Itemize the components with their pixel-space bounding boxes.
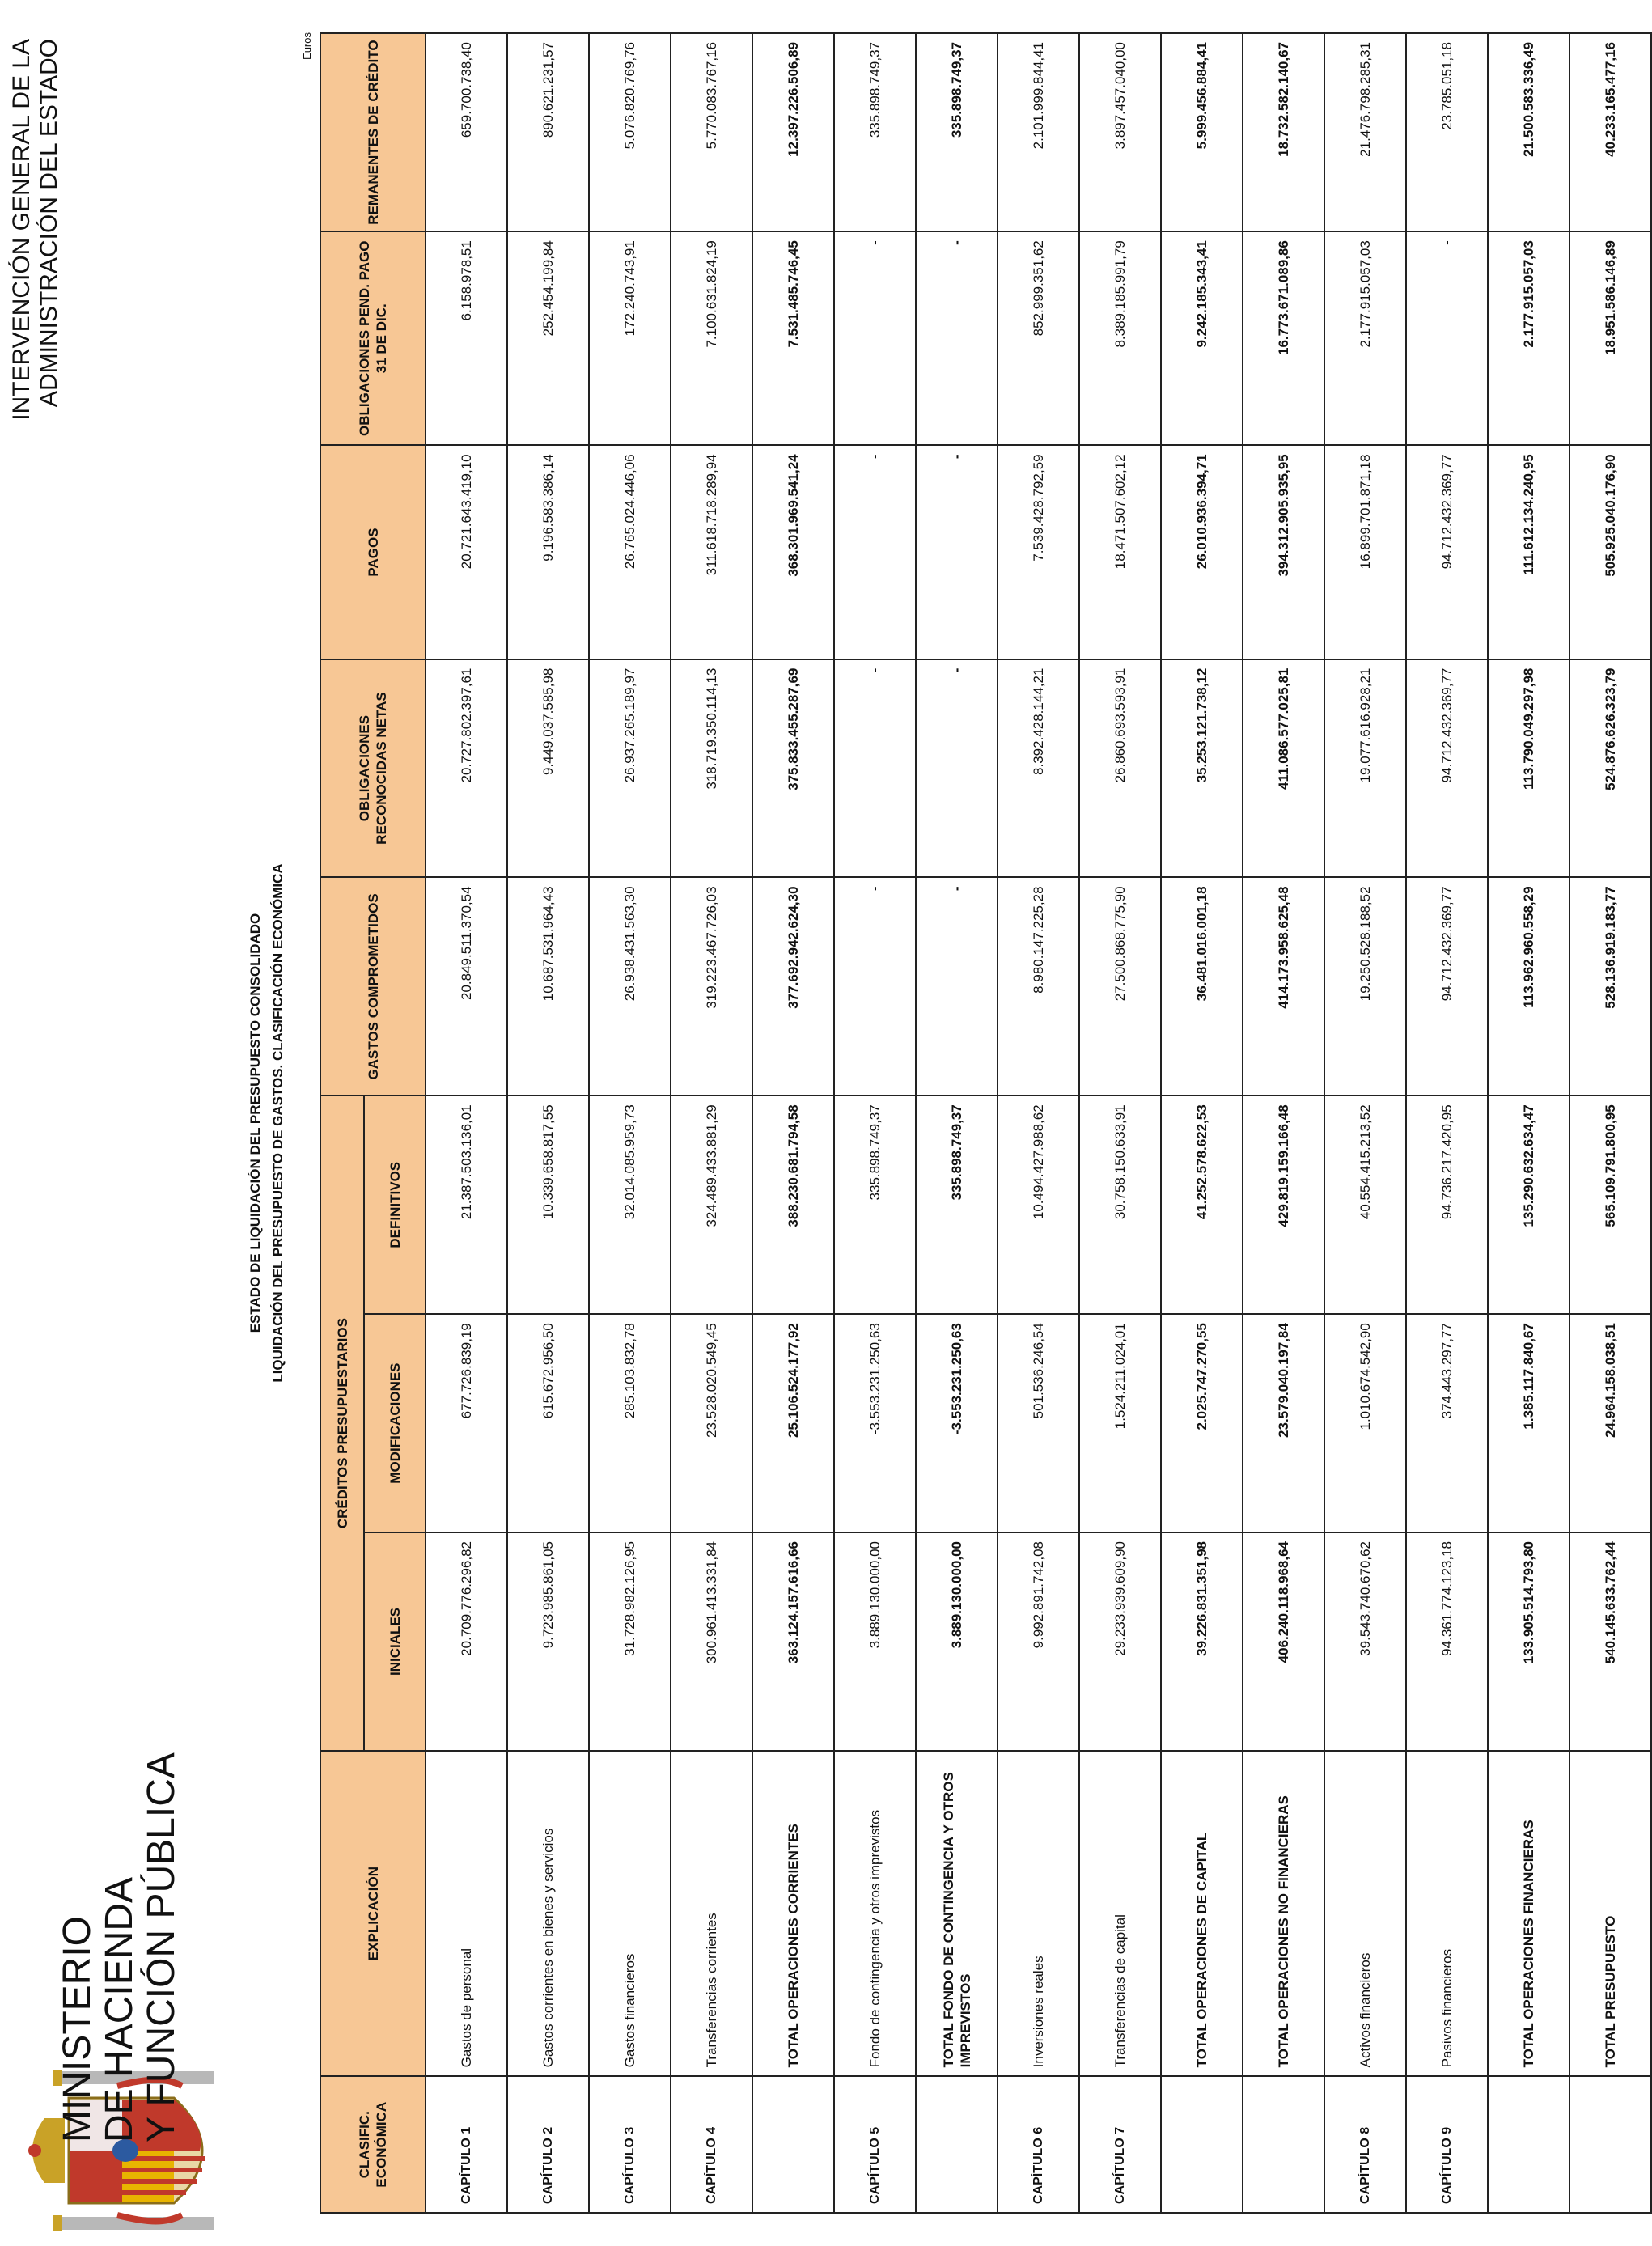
cell-pendientes: 7.100.631.824,19 — [671, 231, 752, 445]
cell-iniciales: 540.145.633.762,44 — [1569, 1532, 1651, 1751]
cell-gastos: 36.481.016.001,18 — [1161, 877, 1243, 1095]
header-modificaciones: MODIFICACIONES — [364, 1314, 426, 1532]
cell-gastos: 19.250.528.188,52 — [1324, 877, 1406, 1095]
cell-iniciales: 20.709.776.296,82 — [426, 1532, 507, 1751]
cell-gastos: 319.223.467.726,03 — [671, 877, 752, 1095]
cell-remanentes: 5.770.083.767,16 — [671, 33, 752, 231]
cell-remanentes: 5.999.456.884,41 — [1161, 33, 1243, 231]
cell-gastos: 20.849.511.370,54 — [426, 877, 507, 1095]
cell-modificaciones: 25.106.524.177,92 — [752, 1314, 834, 1532]
cell-gastos: 94.712.432.369,77 — [1406, 877, 1488, 1095]
cell-pendientes: 16.773.671.089,86 — [1243, 231, 1324, 445]
row-description: TOTAL PRESUPUESTO — [1569, 1751, 1651, 2077]
cell-pendientes: 18.951.586.146,89 — [1569, 231, 1651, 445]
row-description: TOTAL OPERACIONES CORRIENTES — [752, 1751, 834, 2077]
cell-pagos: 311.618.718.289,94 — [671, 445, 752, 659]
cell-pendientes: 9.242.185.343,41 — [1161, 231, 1243, 445]
cell-iniciales: 94.361.774.123,18 — [1406, 1532, 1488, 1751]
cell-iniciales: 39.226.831.351,98 — [1161, 1532, 1243, 1751]
cell-iniciales: 29.233.939.609,90 — [1079, 1532, 1161, 1751]
row-code: CAPÍTULO 6 — [998, 2076, 1079, 2213]
table-total-row — [916, 33, 998, 2213]
row-code: CAPÍTULO 4 — [671, 2076, 752, 2213]
cell-iniciales: 39.543.740.670,62 — [1324, 1532, 1406, 1751]
cell-iniciales: 3.889.130.000,00 — [916, 1532, 998, 1751]
cell-pagos: - — [916, 445, 998, 659]
row-code — [1243, 2076, 1324, 2213]
budget-table — [320, 32, 1652, 2214]
cell-iniciales: 300.961.413.331,84 — [671, 1532, 752, 1751]
cell-modificaciones: 24.964.158.038,51 — [1569, 1314, 1651, 1532]
table-total-row — [1488, 33, 1569, 2213]
cell-pagos: 9.196.583.386,14 — [507, 445, 589, 659]
cell-obligaciones: 318.719.350.114,13 — [671, 659, 752, 878]
cell-remanentes: 5.076.820.769,76 — [589, 33, 671, 231]
header-iniciales: INICIALES — [364, 1532, 426, 1751]
cell-remanentes: 659.700.738,40 — [426, 33, 507, 231]
cell-pagos: - — [834, 445, 916, 659]
cell-pendientes: 6.158.978,51 — [426, 231, 507, 445]
header-explicacion: EXPLICACIÓN — [320, 1751, 426, 2077]
cell-pagos: 18.471.507.602,12 — [1079, 445, 1161, 659]
row-code: CAPÍTULO 9 — [1406, 2076, 1488, 2213]
cell-obligaciones: 20.727.802.397,61 — [426, 659, 507, 878]
cell-obligaciones: 8.392.428.144,21 — [998, 659, 1079, 878]
cell-gastos: - — [916, 877, 998, 1095]
header-pendientes: OBLIGACIONES PEND. PAGO 31 DE DIC. — [320, 231, 426, 445]
cell-gastos: 27.500.868.775,90 — [1079, 877, 1161, 1095]
cell-remanentes: 890.621.231,57 — [507, 33, 589, 231]
cell-remanentes: 2.101.999.844,41 — [998, 33, 1079, 231]
cell-gastos: - — [834, 877, 916, 1095]
cell-pendientes: 852.999.351,62 — [998, 231, 1079, 445]
cell-remanentes: 12.397.226.506,89 — [752, 33, 834, 231]
row-code — [916, 2076, 998, 2213]
cell-modificaciones: 615.672.956,50 — [507, 1314, 589, 1532]
cell-definitivos: 10.339.658.817,55 — [507, 1095, 589, 1314]
cell-definitivos: 32.014.085.959,73 — [589, 1095, 671, 1314]
table-row — [998, 33, 1079, 2213]
cell-obligaciones: 9.449.037.585,98 — [507, 659, 589, 878]
row-description: Gastos de personal — [426, 1751, 507, 2077]
cell-modificaciones: -3.553.231.250,63 — [916, 1314, 998, 1532]
document-subtitle: LIQUIDACIÓN DEL PRESUPUESTO DE GASTOS. CLASIFICACIÓN ECONÓMICA — [270, 863, 286, 1383]
cell-obligaciones: 411.086.577.025,81 — [1243, 659, 1324, 878]
header-definitivos: DEFINITIVOS — [364, 1095, 426, 1314]
cell-pagos: 20.721.643.419,10 — [426, 445, 507, 659]
row-code — [1161, 2076, 1243, 2213]
cell-pendientes: 172.240.743,91 — [589, 231, 671, 445]
cell-pendientes: 252.454.199,84 — [507, 231, 589, 445]
header-creditos: CRÉDITOS PRESUPUESTARIOS — [320, 1095, 364, 1751]
table-total-row — [1569, 33, 1651, 2213]
row-code: CAPÍTULO 7 — [1079, 2076, 1161, 2213]
currency-unit: Euros — [301, 32, 313, 60]
header-clasif: CLASIFIC. ECONÓMICA — [320, 2076, 426, 2213]
table-row — [834, 33, 916, 2213]
header-obligaciones: OBLIGACIONES RECONOCIDAS NETAS — [320, 659, 426, 878]
row-code: CAPÍTULO 2 — [507, 2076, 589, 2213]
table-total-row — [1161, 33, 1243, 2213]
cell-pendientes: 2.177.915.057,03 — [1324, 231, 1406, 445]
cell-iniciales: 9.723.985.861,05 — [507, 1532, 589, 1751]
cell-pendientes: - — [834, 231, 916, 445]
header-gastos: GASTOS COMPROMETIDOS — [320, 877, 426, 1095]
cell-definitivos: 565.109.791.800,95 — [1569, 1095, 1651, 1314]
row-description: Gastos corrientes en bienes y servicios — [507, 1751, 589, 2077]
cell-gastos: 8.980.147.225,28 — [998, 877, 1079, 1095]
cell-obligaciones: 524.876.626.323,79 — [1569, 659, 1651, 878]
agency-name: INTERVENCIÓN GENERAL DE LA ADMINISTRACIÓN DEL ESTADO — [8, 39, 62, 421]
cell-pagos: 394.312.905.935,95 — [1243, 445, 1324, 659]
cell-obligaciones: 94.712.432.369,77 — [1406, 659, 1488, 878]
cell-gastos: 528.136.919.183,77 — [1569, 877, 1651, 1095]
cell-pagos: 26.010.936.394,71 — [1161, 445, 1243, 659]
document-title: ESTADO DE LIQUIDACIÓN DEL PRESUPUESTO CONSOLIDADO — [248, 913, 263, 1333]
ministry-name: MINISTERIO DE HACIENDA Y FUNCIÓN PÚBLICA — [56, 1752, 183, 2142]
row-description: Inversiones reales — [998, 1751, 1079, 2077]
cell-definitivos: 388.230.681.794,58 — [752, 1095, 834, 1314]
cell-obligaciones: 35.253.121.738,12 — [1161, 659, 1243, 878]
header-pagos: PAGOS — [320, 445, 426, 659]
row-description: Fondo de contingencia y otros imprevistos — [834, 1751, 916, 2077]
row-description: TOTAL FONDO DE CONTINGENCIA Y OTROS IMPREVISTOS — [916, 1751, 998, 2077]
cell-remanentes: 40.233.165.477,16 — [1569, 33, 1651, 231]
cell-pagos: 16.899.701.871,18 — [1324, 445, 1406, 659]
cell-definitivos: 21.387.503.136,01 — [426, 1095, 507, 1314]
cell-obligaciones: - — [834, 659, 916, 878]
cell-pendientes: 2.177.915.057,03 — [1488, 231, 1569, 445]
cell-pagos: 111.612.134.240,95 — [1488, 445, 1569, 659]
table-row — [426, 33, 507, 2213]
cell-modificaciones: -3.553.231.250,63 — [834, 1314, 916, 1532]
table-total-row — [1243, 33, 1324, 2213]
cell-iniciales: 3.889.130.000,00 — [834, 1532, 916, 1751]
row-description: TOTAL OPERACIONES DE CAPITAL — [1161, 1751, 1243, 2077]
row-description: TOTAL OPERACIONES FINANCIERAS — [1488, 1751, 1569, 2077]
cell-modificaciones: 677.726.839,19 — [426, 1314, 507, 1532]
cell-modificaciones: 374.443.297,77 — [1406, 1314, 1488, 1532]
table-body — [426, 33, 1651, 2213]
cell-definitivos: 135.290.632.634,47 — [1488, 1095, 1569, 1314]
cell-gastos: 10.687.531.964,43 — [507, 877, 589, 1095]
cell-pagos: 7.539.428.792,59 — [998, 445, 1079, 659]
cell-modificaciones: 2.025.747.270,55 — [1161, 1314, 1243, 1532]
cell-pagos: 368.301.969.541,24 — [752, 445, 834, 659]
cell-definitivos: 41.252.578.622,53 — [1161, 1095, 1243, 1314]
cell-pagos: 505.925.040.176,90 — [1569, 445, 1651, 659]
cell-pagos: 26.765.024.446,06 — [589, 445, 671, 659]
cell-modificaciones: 1.385.117.840,67 — [1488, 1314, 1569, 1532]
row-code: CAPÍTULO 5 — [834, 2076, 916, 2213]
cell-definitivos: 94.736.217.420,95 — [1406, 1095, 1488, 1314]
table-row — [589, 33, 671, 2213]
cell-obligaciones: 375.833.455.287,69 — [752, 659, 834, 878]
row-description: Activos financieros — [1324, 1751, 1406, 2077]
cell-modificaciones: 23.528.020.549,45 — [671, 1314, 752, 1532]
row-description: Transferencias de capital — [1079, 1751, 1161, 2077]
cell-definitivos: 10.494.427.988,62 — [998, 1095, 1079, 1314]
cell-definitivos: 335.898.749,37 — [834, 1095, 916, 1314]
cell-definitivos: 30.758.150.633,91 — [1079, 1095, 1161, 1314]
row-code — [1488, 2076, 1569, 2213]
cell-remanentes: 21.500.583.336,49 — [1488, 33, 1569, 231]
table-row — [507, 33, 589, 2213]
cell-pendientes: 8.389.185.991,79 — [1079, 231, 1161, 445]
cell-iniciales: 133.905.514.793,80 — [1488, 1532, 1569, 1751]
cell-obligaciones: 19.077.616.928,21 — [1324, 659, 1406, 878]
cell-gastos: 377.692.942.624,30 — [752, 877, 834, 1095]
cell-obligaciones: - — [916, 659, 998, 878]
cell-remanentes: 335.898.749,37 — [916, 33, 998, 231]
cell-definitivos: 324.489.433.881,29 — [671, 1095, 752, 1314]
cell-iniciales: 406.240.118.968,64 — [1243, 1532, 1324, 1751]
cell-definitivos: 335.898.749,37 — [916, 1095, 998, 1314]
table-row — [1079, 33, 1161, 2213]
row-description: TOTAL OPERACIONES NO FINANCIERAS — [1243, 1751, 1324, 2077]
row-code: CAPÍTULO 8 — [1324, 2076, 1406, 2213]
cell-remanentes: 3.897.457.040,00 — [1079, 33, 1161, 231]
cell-modificaciones: 285.103.832,78 — [589, 1314, 671, 1532]
cell-iniciales: 31.728.982.126,95 — [589, 1532, 671, 1751]
cell-modificaciones: 1.524.211.024,01 — [1079, 1314, 1161, 1532]
cell-modificaciones: 23.579.040.197,84 — [1243, 1314, 1324, 1532]
cell-pendientes: 7.531.485.746,45 — [752, 231, 834, 445]
cell-remanentes: 18.732.582.140,67 — [1243, 33, 1324, 231]
cell-obligaciones: 26.937.265.189,97 — [589, 659, 671, 878]
table-row — [1324, 33, 1406, 2213]
cell-modificaciones: 1.010.674.542,90 — [1324, 1314, 1406, 1532]
cell-pagos: 94.712.432.369,77 — [1406, 445, 1488, 659]
row-description: Gastos financieros — [589, 1751, 671, 2077]
cell-remanentes: 335.898.749,37 — [834, 33, 916, 231]
row-code: CAPÍTULO 3 — [589, 2076, 671, 2213]
cell-gastos: 113.962.960.558,29 — [1488, 877, 1569, 1095]
row-description: Pasivos financieros — [1406, 1751, 1488, 2077]
header-remanentes: REMANENTES DE CRÉDITO — [320, 33, 426, 231]
cell-obligaciones: 113.790.049.297,98 — [1488, 659, 1569, 878]
row-code: CAPÍTULO 1 — [426, 2076, 507, 2213]
row-description: Transferencias corrientes — [671, 1751, 752, 2077]
cell-pendientes: - — [916, 231, 998, 445]
cell-remanentes: 23.785.051,18 — [1406, 33, 1488, 231]
cell-remanentes: 21.476.798.285,31 — [1324, 33, 1406, 231]
table-row — [1406, 33, 1488, 2213]
cell-obligaciones: 26.860.693.593,91 — [1079, 659, 1161, 878]
cell-iniciales: 363.124.157.616,66 — [752, 1532, 834, 1751]
table-row — [671, 33, 752, 2213]
row-code — [1569, 2076, 1651, 2213]
cell-definitivos: 40.554.415.213,52 — [1324, 1095, 1406, 1314]
cell-gastos: 26.938.431.563,30 — [589, 877, 671, 1095]
cell-gastos: 414.173.958.625,48 — [1243, 877, 1324, 1095]
cell-definitivos: 429.819.159.166,48 — [1243, 1095, 1324, 1314]
table-total-row — [752, 33, 834, 2213]
cell-modificaciones: 501.536.246,54 — [998, 1314, 1079, 1532]
cell-iniciales: 9.992.891.742,08 — [998, 1532, 1079, 1751]
row-code — [752, 2076, 834, 2213]
cell-pendientes: - — [1406, 231, 1488, 445]
